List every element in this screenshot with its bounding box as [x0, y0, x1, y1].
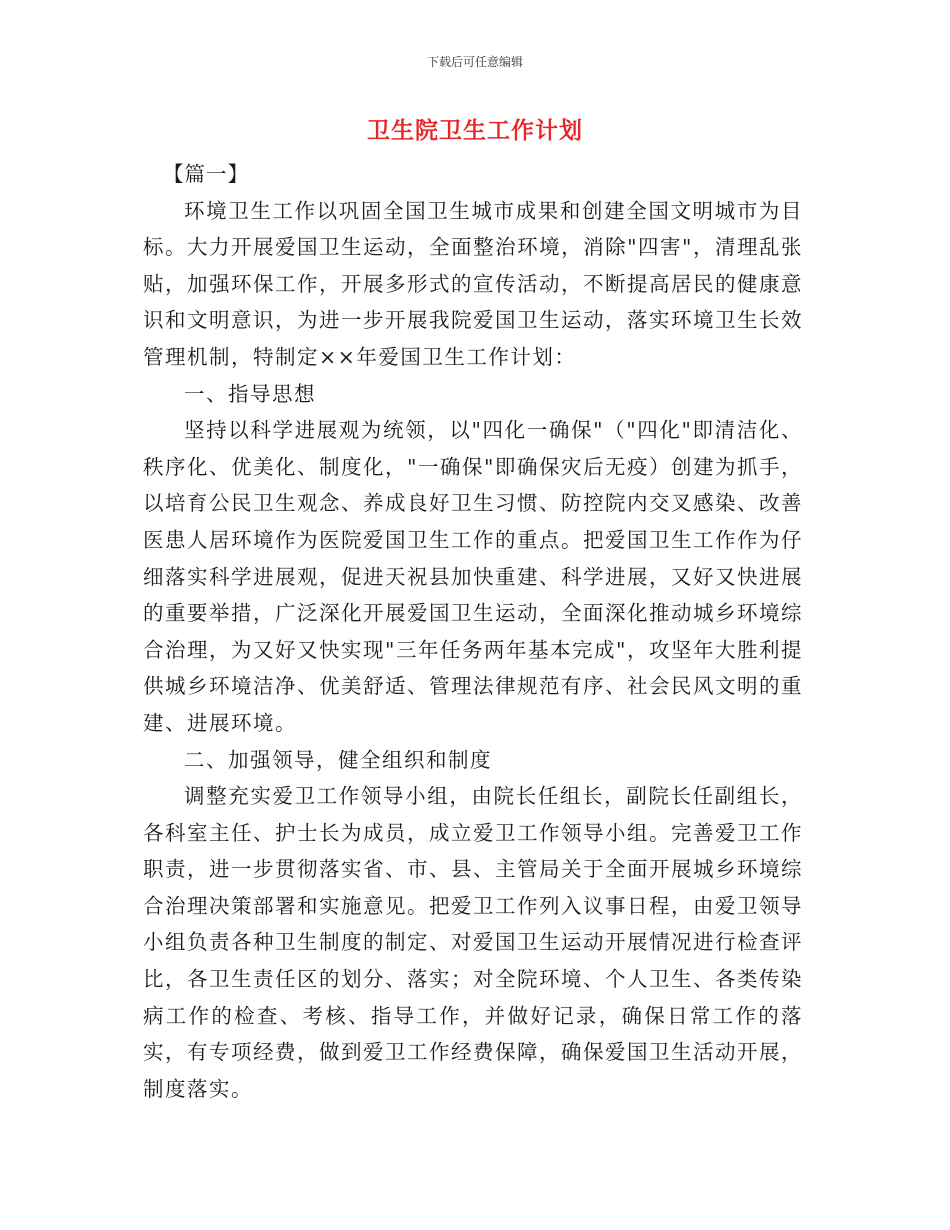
section-label: 【篇一】	[163, 162, 249, 186]
document-body	[143, 156, 803, 1107]
paragraph-guiding-ideology: 坚持以科学进展观为统领，以"四化一确保"（"四化"即清洁化、秩序化、优美化、制度化，"一确保"即确保灾后无疫）创建为抓手，以培育公民卫生观念、养成良好卫生习惯、防控院内交叉感染、改善医患人居环境作为医院爱国卫生工作的重点。把爱国卫生工作作为仔细落实科学进展观，促进天祝县加快重建、科学进展，又好又快进展的重要举措，广泛深化开展爱国卫生运动，全面深化推动城乡环境综合治理，为又好又快实现"三年任务两年基本完成"，攻坚年大胜利提供城乡环境洁净、优美舒适、管理法律规范有序、社会民风文明的重建、进展环境。	[143, 418, 803, 735]
section-heading-leadership: 二、加强领导，健全组织和制度	[184, 747, 492, 772]
document-title: 卫生院卫生工作计划	[367, 117, 583, 144]
intro-paragraph: 环境卫生工作以巩固全国卫生城市成果和创建全国文明城市为目标。大力开展爱国卫生运动，全面整治环境，消除"四害"，清理乱张贴，加强环保工作，开展多形式的宣传活动，不断提高居民的健康意识和文明意识，为进一步开展我院爱国卫生运动，落实环境卫生长效管理机制，特制定××年爱国卫生工作计划：	[143, 198, 803, 369]
header-note: 下载后可任意编辑	[426, 55, 523, 69]
section-heading-guiding-ideology: 一、指导思想	[184, 381, 316, 406]
paragraph-leadership: 调整充实爱卫工作领导小组，由院长任组长，副院长任副组长，各科室主任、护士长为成员，成立爱卫工作领导小组。完善爱卫工作职责，进一步贯彻落实省、市、县、主管局关于全面开展城乡环境综合治理决策部署和实施意见。把爱卫工作列入议事日程，由爱卫领导小组负责各种卫生制度的制定、对爱国卫生运动开展情况进行检查评比，各卫生责任区的划分、落实；对全院环境、个人卫生、各类传染病工作的检查、考核、指导工作，并做好记录，确保日常工作的落实，有专项经费，做到爱卫工作经费保障，确保爱国卫生活动开展，制度落实。	[143, 784, 803, 1101]
